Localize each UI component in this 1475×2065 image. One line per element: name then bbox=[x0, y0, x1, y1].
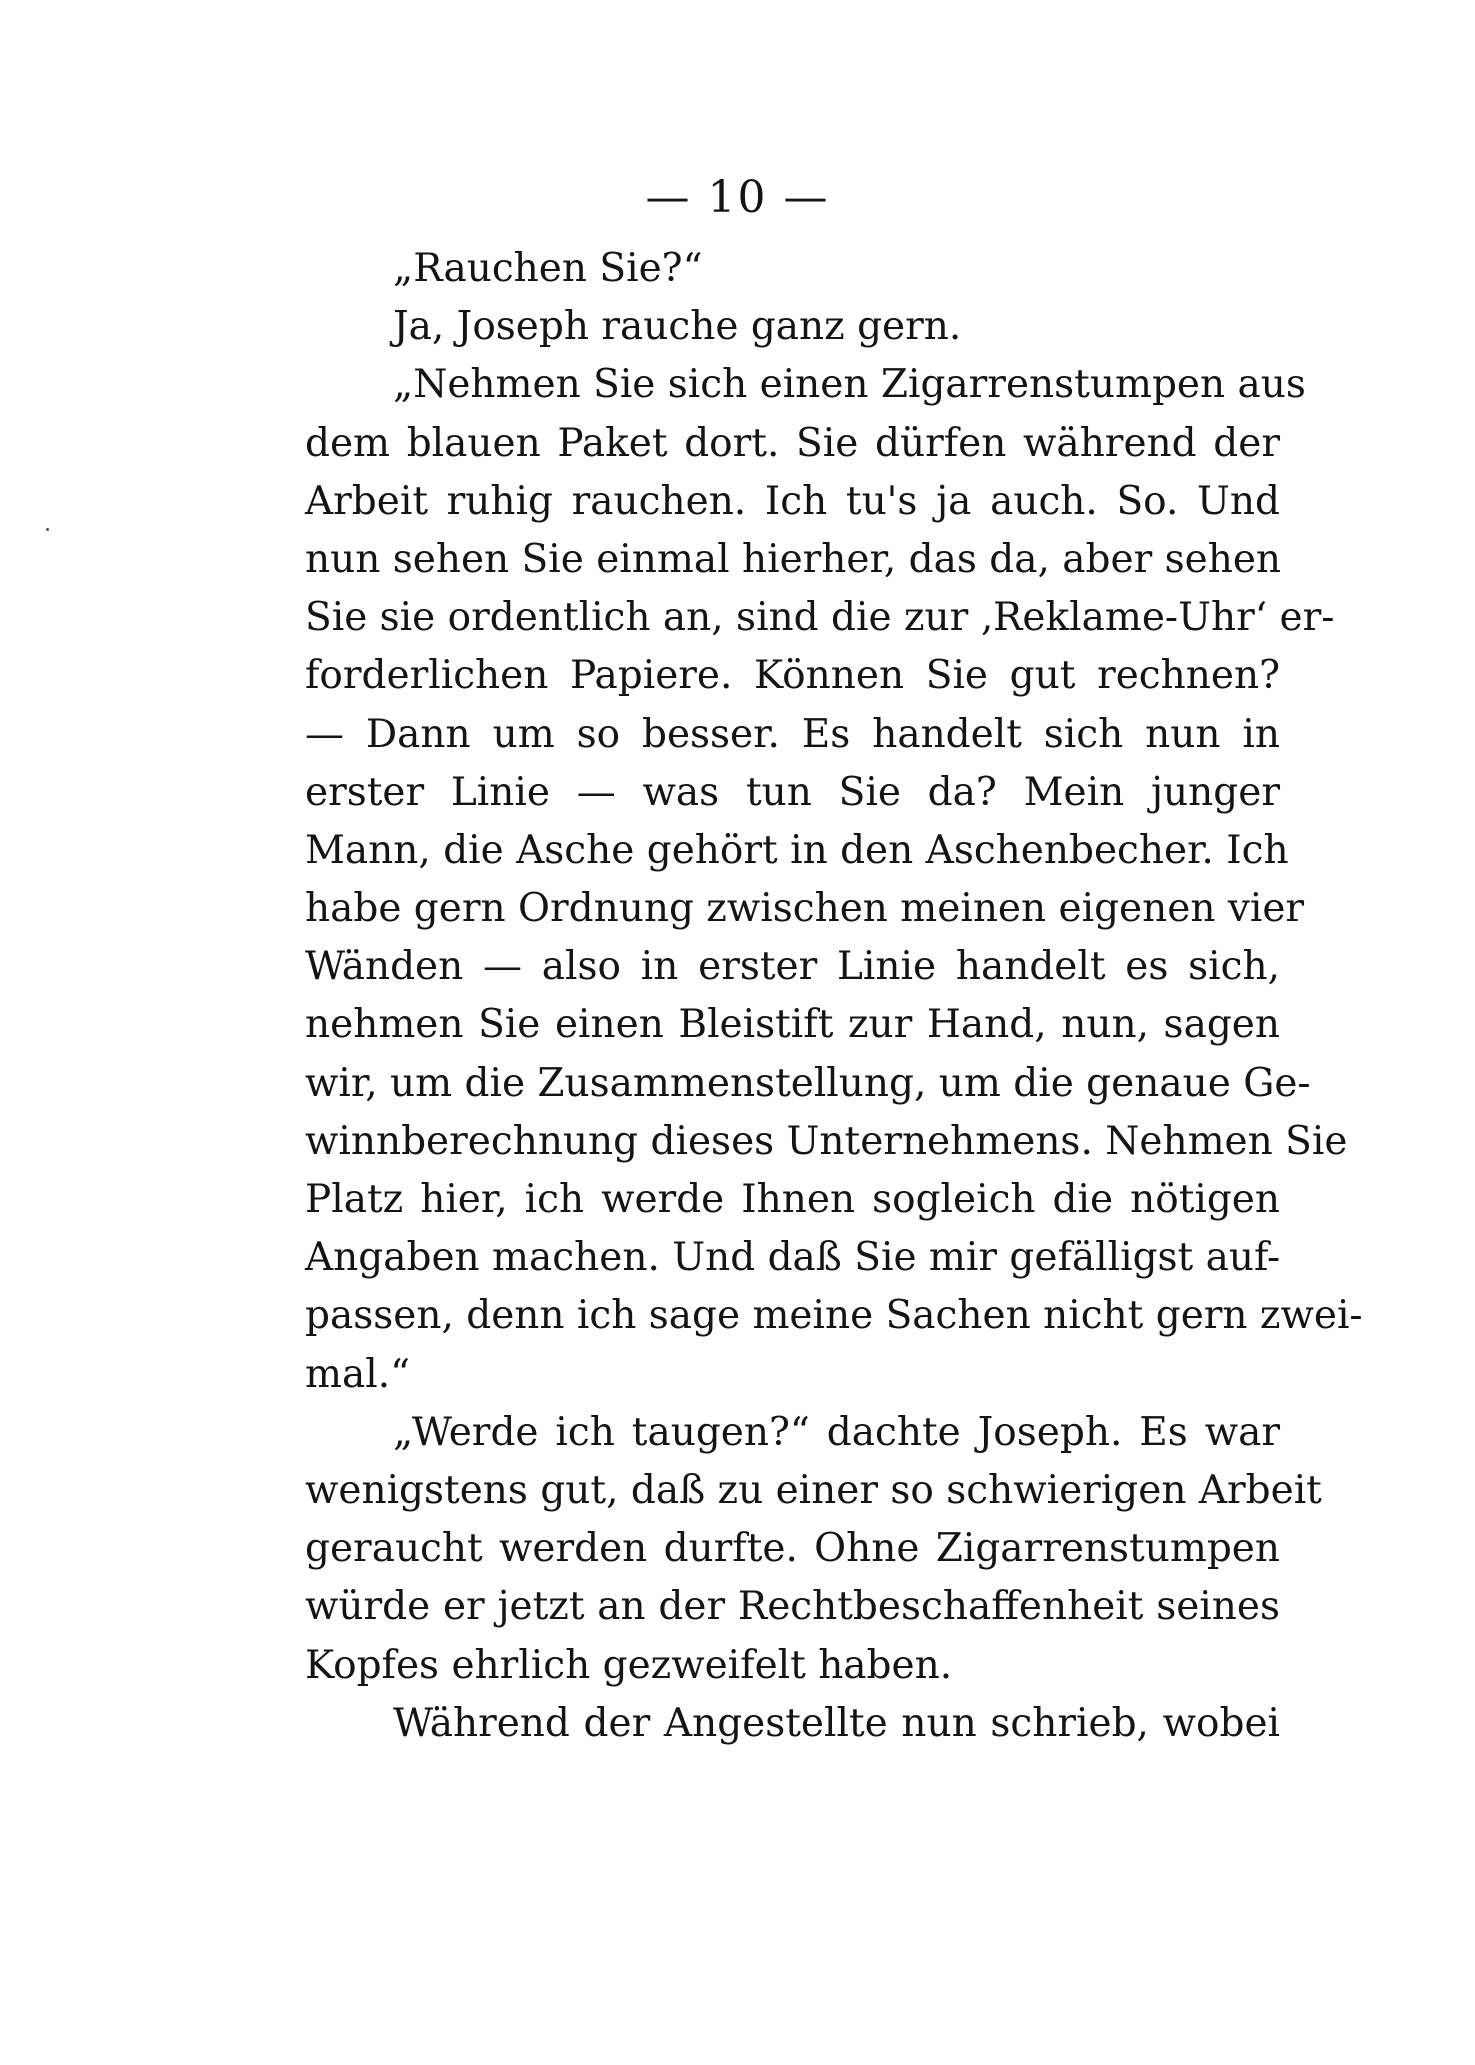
text-line: erster Linie — was tun Sie da? Mein junger bbox=[305, 769, 1280, 815]
text-line: wir, um die Zusammenstellung, um die genaue Ge- bbox=[305, 1060, 1311, 1106]
text-line: dem blauen Paket dort. Sie dürfen während der bbox=[305, 420, 1280, 466]
text-line: passen, denn ich sage meine Sachen nicht gern zwei- bbox=[305, 1293, 1363, 1339]
text-line: „Werde ich taugen?“ dachte Joseph. Es war bbox=[393, 1409, 1280, 1455]
text-line: mal.“ bbox=[305, 1351, 411, 1397]
text-line: „Nehmen Sie sich einen Zigarrenstumpen aus bbox=[393, 362, 1306, 408]
margin-speck bbox=[46, 528, 49, 531]
text-line: nehmen Sie einen Bleistift zur Hand, nun, sagen bbox=[305, 1002, 1280, 1048]
text-line: Mann, die Asche gehört in den Aschenbecher. Ich bbox=[305, 827, 1289, 873]
text-line: Kopfes ehrlich gezweifelt haben. bbox=[305, 1642, 953, 1688]
text-line: Wänden — also in erster Linie handelt es sich, bbox=[305, 944, 1280, 990]
text-line: Arbeit ruhig rauchen. Ich tu's ja auch. So. Und bbox=[305, 478, 1280, 524]
text-line: Platz hier, ich werde Ihnen sogleich die nötigen bbox=[305, 1177, 1280, 1222]
text-line: habe gern Ordnung zwischen meinen eigenen vier bbox=[305, 886, 1305, 932]
body-text bbox=[305, 240, 1363, 1753]
text-line: forderlichen Papiere. Können Sie gut rechnen? bbox=[305, 653, 1280, 699]
text-line: — Dann um so besser. Es handelt sich nun in bbox=[305, 711, 1280, 757]
text-line: würde er jetzt an der Rechtbeschaffenheit seines bbox=[305, 1584, 1280, 1630]
page-number: — 10 — bbox=[645, 172, 830, 223]
text-line: winnberechnung dieses Unternehmens. Nehmen Sie bbox=[305, 1118, 1348, 1164]
text-line: Angaben machen. Und daß Sie mir gefälligst auf- bbox=[305, 1235, 1281, 1281]
text-line: „Rauchen Sie?“ bbox=[393, 246, 703, 291]
text-line: Während der Angestellte nun schrieb, wobei bbox=[393, 1700, 1280, 1746]
text-line: geraucht werden durfte. Ohne Zigarrenstumpen bbox=[305, 1526, 1280, 1572]
text-line: Sie sie ordentlich an, sind die zur ‚Reklame-Uhr‘ er- bbox=[305, 595, 1335, 641]
text-line: nun sehen Sie einmal hierher, das da, aber sehen bbox=[305, 536, 1282, 582]
text-line: Ja, Joseph rauche ganz gern. bbox=[393, 304, 962, 350]
text-line: wenigstens gut, daß zu einer so schwierigen Arbeit bbox=[305, 1467, 1322, 1513]
